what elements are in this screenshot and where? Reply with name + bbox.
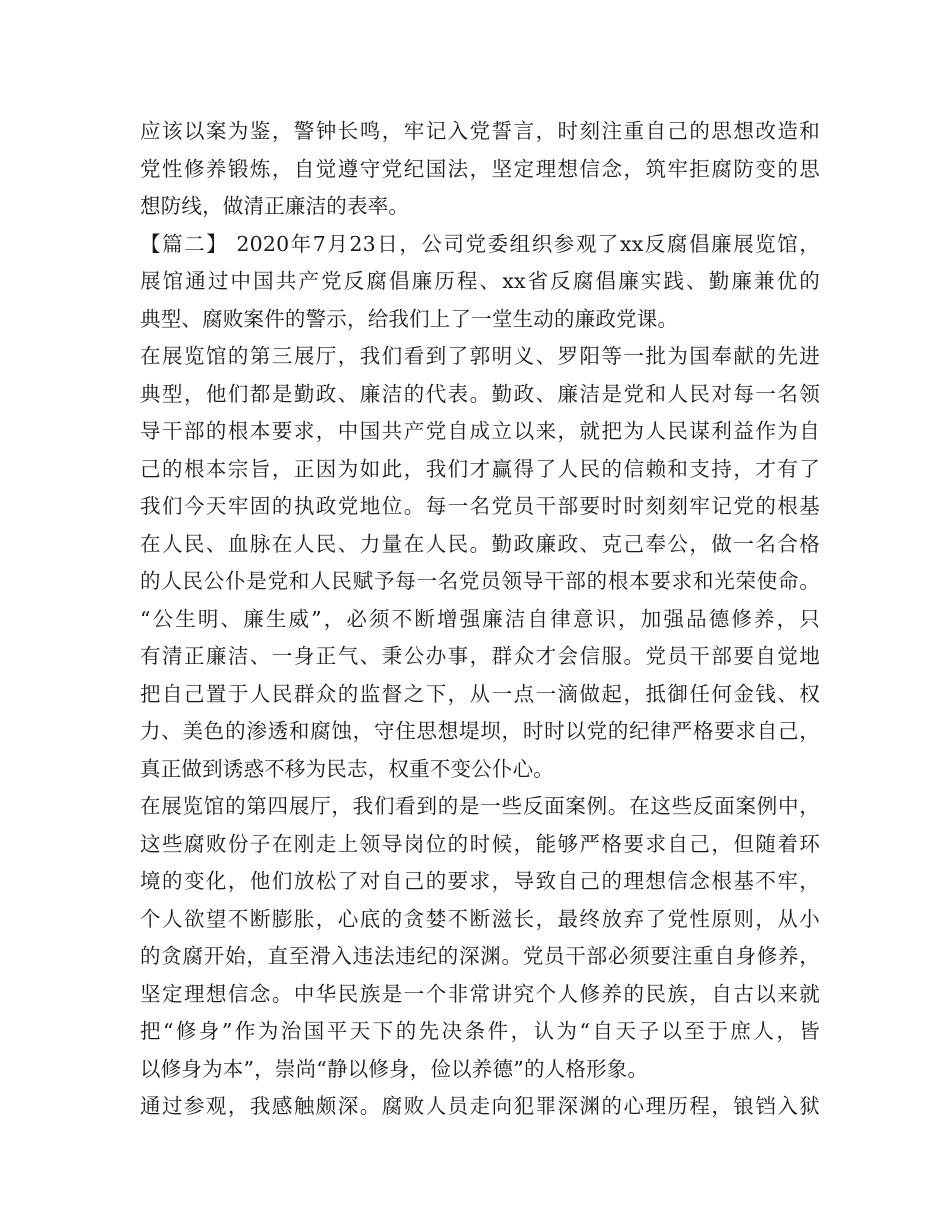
text-line: 应该以案为鉴，警钟长鸣，牢记入党誓言，时刻注重自己的思想改造和 bbox=[140, 119, 820, 143]
text-line: 个人欲望不断膨胀，心底的贪婪不断滋长，最终放弃了党性原则，从小 bbox=[140, 906, 820, 931]
text-line: 把“修身”作为治国平天下的先决条件，认为“自天子以至于庶人，皆 bbox=[140, 1019, 820, 1043]
text-line: “公生明、廉生威”，必须不断增强廉洁自律意识，加强品德修养，只 bbox=[140, 606, 820, 631]
text-line: 典型，他们都是勤政、廉洁的代表。勤政、廉洁是党和人民对每一名领 bbox=[140, 381, 820, 406]
text-line: 展馆通过中国共产党反腐倡廉历程、xx省反腐倡廉实践、勤廉兼优的 bbox=[140, 269, 820, 293]
text-line: 有清正廉洁、一身正气、秉公办事，群众才会信服。党员干部要自觉地 bbox=[140, 644, 820, 668]
text-line: 这些腐败份子在刚走上领导岗位的时候，能够严格要求自己，但随着环 bbox=[140, 831, 820, 856]
text-line: 真正做到诱惑不移为民志，权重不变公仆心。 bbox=[140, 756, 554, 781]
text-line: 导干部的根本要求，中国共产党自成立以来，就把为人民谋利益作为自 bbox=[140, 419, 820, 443]
text-line: 我们今天牢固的执政党地位。每一名党员干部要时时刻刻牢记党的根基 bbox=[140, 494, 820, 518]
text-line: 典型、腐败案件的警示，给我们上了一堂生动的廉政党课。 bbox=[140, 306, 679, 331]
text-line: 以修身为本”，崇尚“静以修身，俭以养德”的人格形象。 bbox=[140, 1056, 649, 1081]
text-line: 己的根本宗旨，正因为如此，我们才赢得了人民的信赖和支持，才有了 bbox=[140, 456, 820, 481]
text-line: 的人民公仆是党和人民赋予每一名党员领导干部的根本要求和光荣使命。 bbox=[140, 569, 820, 593]
text-line: 通过参观，我感触颇深。腐败人员走向犯罪深渊的心理历程，锒铛入狱 bbox=[140, 1094, 820, 1118]
text-line: 想防线，做清正廉洁的表率。 bbox=[140, 194, 410, 218]
text-line: 党性修养锻炼，自觉遵守党纪国法，坚定理想信念，筑牢拒腐防变的思 bbox=[140, 156, 820, 181]
text-line: 的贪腐开始，直至滑入违法违纪的深渊。党员干部必须要注重自身修养， bbox=[140, 944, 820, 968]
document-body bbox=[140, 113, 820, 1126]
text-line: 力、美色的渗透和腐蚀，守住思想堤坝，时时以党的纪律严格要求自己， bbox=[140, 719, 820, 743]
section-heading-line: 【篇二】 2020年7月23日，公司党委组织参观了xx反腐倡廉展览馆， bbox=[140, 231, 820, 256]
text-line: 境的变化，他们放松了对自己的要求，导致自己的理想信念根基不牢， bbox=[140, 869, 820, 893]
text-line: 在人民、血脉在人民、力量在人民。勤政廉政、克己奉公，做一名合格 bbox=[140, 531, 820, 556]
text-line: 在展览馆的第四展厅，我们看到的是一些反面案例。在这些反面案例中， bbox=[140, 794, 820, 818]
text-line: 在展览馆的第三展厅，我们看到了郭明义、罗阳等一批为国奉献的先进 bbox=[140, 344, 820, 368]
text-line: 坚定理想信念。中华民族是一个非常讲究个人修养的民族，自古以来就 bbox=[140, 981, 820, 1006]
text-line: 把自己置于人民群众的监督之下，从一点一滴做起，抵御任何金钱、权 bbox=[140, 681, 820, 706]
